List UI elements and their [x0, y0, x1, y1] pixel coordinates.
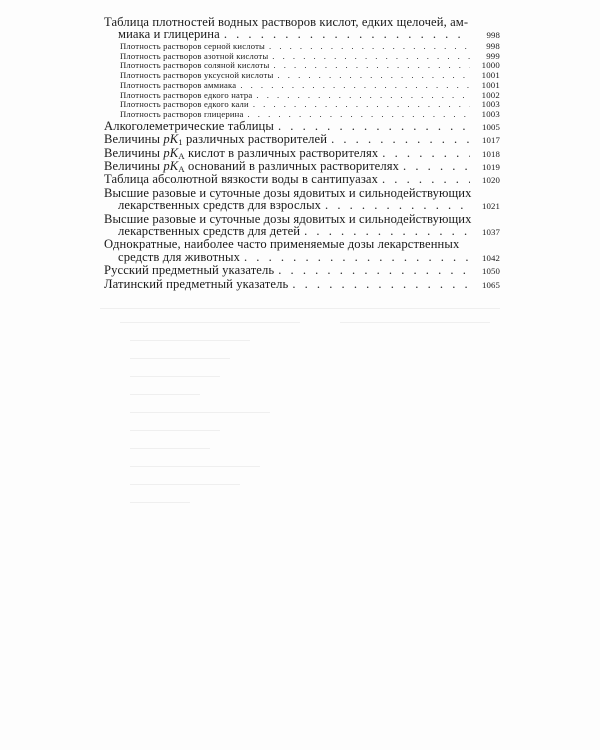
- toc-entry-title-line2: лекарственных средств для детей: [118, 224, 301, 239]
- toc-entry-title-line2: средств для животных: [118, 249, 240, 264]
- title-prefix: Величины: [104, 159, 164, 174]
- toc-sub-entry-title: Плотность растворов едкого кали: [120, 99, 249, 110]
- show-through-line: [130, 358, 230, 359]
- leader-dots: [269, 42, 470, 52]
- toc-sub-entry-title: Плотность растворов азотной кислоты: [120, 50, 269, 61]
- title-prefix: Величины: [104, 145, 164, 160]
- leader-dots: [403, 160, 470, 172]
- toc-page-number: 1050: [482, 266, 500, 277]
- leader-dots: [244, 251, 470, 263]
- title-suffix: различных растворителей: [182, 132, 328, 147]
- leader-dots: [278, 264, 470, 276]
- toc-entry-title-line1: Однократные, наиболее часто применяемые дозы лекарственных: [104, 237, 460, 252]
- toc-entry-russian-index[interactable]: [104, 264, 500, 277]
- toc-sub-entries: [104, 42, 500, 120]
- toc-page-number: 998: [486, 30, 500, 41]
- toc-entry-pka-acids[interactable]: [104, 147, 500, 160]
- toc-page-number: 1005: [482, 121, 500, 132]
- toc-entry-latin-index[interactable]: [104, 278, 500, 291]
- toc-page-number: 1017: [482, 135, 500, 146]
- show-through-line: [130, 412, 270, 413]
- toc-sub-entry-title: Плотность растворов соляной кислоты: [120, 60, 270, 71]
- toc-entry-viscosity[interactable]: [104, 173, 500, 186]
- show-through-line: [130, 502, 190, 503]
- show-through-line: [100, 308, 500, 309]
- toc-sub-entry-title: Плотность растворов едкого натра: [120, 89, 253, 100]
- leader-dots: [224, 28, 470, 40]
- toc-entry-title-line2: лекарственных средств для взрослых: [118, 198, 322, 213]
- show-through-line: [130, 484, 240, 485]
- show-through-line: [120, 322, 300, 323]
- show-through-line: [130, 376, 220, 377]
- title-prefix: Величины: [104, 132, 164, 147]
- leader-dots: [240, 81, 470, 91]
- toc-page-number: 999: [486, 50, 500, 61]
- leader-dots: [273, 61, 470, 71]
- toc-page-number: 1018: [482, 148, 500, 159]
- title-suffix: кислот в различных растворителях: [184, 145, 379, 160]
- leader-dots: [272, 52, 470, 62]
- toc-entry-doses-animals[interactable]: [104, 238, 500, 264]
- title-suffix: оснований в различных растворителях: [184, 159, 400, 174]
- show-through-line: [130, 340, 250, 341]
- toc-sub-entry-title: Плотность растворов глицерина: [120, 109, 244, 120]
- show-through-line: [130, 394, 200, 395]
- toc-entry-title: Русский предметный указатель: [104, 263, 275, 278]
- toc-entry-title-line1: Высшие разовые и суточные дозы ядовитых и сильнодействующих: [104, 185, 472, 200]
- leader-dots: [253, 100, 470, 110]
- toc-entry-doses-children[interactable]: [104, 213, 500, 239]
- subscript: A: [178, 150, 185, 161]
- show-through-line: [340, 322, 490, 323]
- leader-dots: [256, 91, 470, 101]
- leader-dots: [277, 71, 470, 81]
- toc-entry-title-line1: Таблица плотностей водных растворов кислот, едких щелочей, ам-: [104, 15, 469, 29]
- reverse-side-show-through: [90, 300, 510, 530]
- toc-entry-title-line1: Высшие разовые и суточные дозы ядовитых и сильнодействующих: [104, 211, 472, 226]
- toc-page-number: 1000: [481, 60, 500, 71]
- leader-dots: [325, 199, 470, 211]
- show-through-line: [130, 466, 260, 467]
- toc-entry-title: Латинский предметный указатель: [104, 276, 289, 291]
- leader-dots: [278, 120, 470, 132]
- toc-page-number: 1003: [481, 99, 500, 110]
- toc-entry-pk-solvents[interactable]: [104, 133, 500, 146]
- toc-page-number: 998: [486, 40, 500, 51]
- toc-page-number: 1003: [481, 109, 500, 120]
- toc-entry-alcoholometric[interactable]: [104, 120, 500, 133]
- leader-dots: [247, 110, 470, 120]
- toc-page-number: 1020: [482, 175, 500, 186]
- toc-entry-doses-adults[interactable]: [104, 187, 500, 213]
- pk-symbol: pK: [163, 159, 179, 174]
- toc-entry-density-tables[interactable]: [104, 16, 500, 42]
- toc-sub-entry-title: Плотность растворов серной кислоты: [120, 40, 266, 51]
- toc-sub-entry-title: Плотность растворов уксусной кислоты: [120, 70, 274, 81]
- toc-page-number: 1037: [482, 227, 500, 238]
- leader-dots: [331, 133, 470, 145]
- subscript: A: [178, 164, 185, 175]
- toc-page-number: 1065: [482, 279, 500, 290]
- toc-entry-pka-bases[interactable]: [104, 160, 500, 173]
- show-through-line: [130, 430, 220, 431]
- leader-dots: [382, 173, 470, 185]
- leader-dots: [292, 278, 470, 290]
- leader-dots: [304, 225, 470, 237]
- toc-sub-entry-title: Плотность растворов аммиака: [120, 79, 237, 90]
- leader-dots: [382, 147, 470, 159]
- toc-page-number: 1001: [481, 70, 500, 81]
- toc-page-number: 1019: [482, 162, 500, 173]
- toc-entry-title: Алкоголеметрические таблицы: [104, 118, 274, 133]
- subscript: 1: [178, 137, 183, 148]
- table-of-contents: [104, 16, 500, 291]
- show-through-line: [130, 448, 210, 449]
- toc-entry-title: [104, 147, 378, 159]
- pk-symbol: pK: [163, 145, 179, 160]
- toc-page-number: 1042: [482, 252, 500, 263]
- toc-entry-title-line2: миака и глицерина: [118, 27, 220, 42]
- toc-page-number: 1021: [482, 201, 500, 212]
- toc-page-number: 1001: [481, 79, 500, 90]
- toc-entry-title: Таблица абсолютной вязкости воды в сантипуазах: [104, 172, 378, 187]
- toc-page-number: 1002: [481, 89, 500, 100]
- toc-entry-title: [104, 132, 328, 148]
- pk-symbol: pK: [163, 132, 179, 147]
- toc-entry-title: [104, 159, 400, 175]
